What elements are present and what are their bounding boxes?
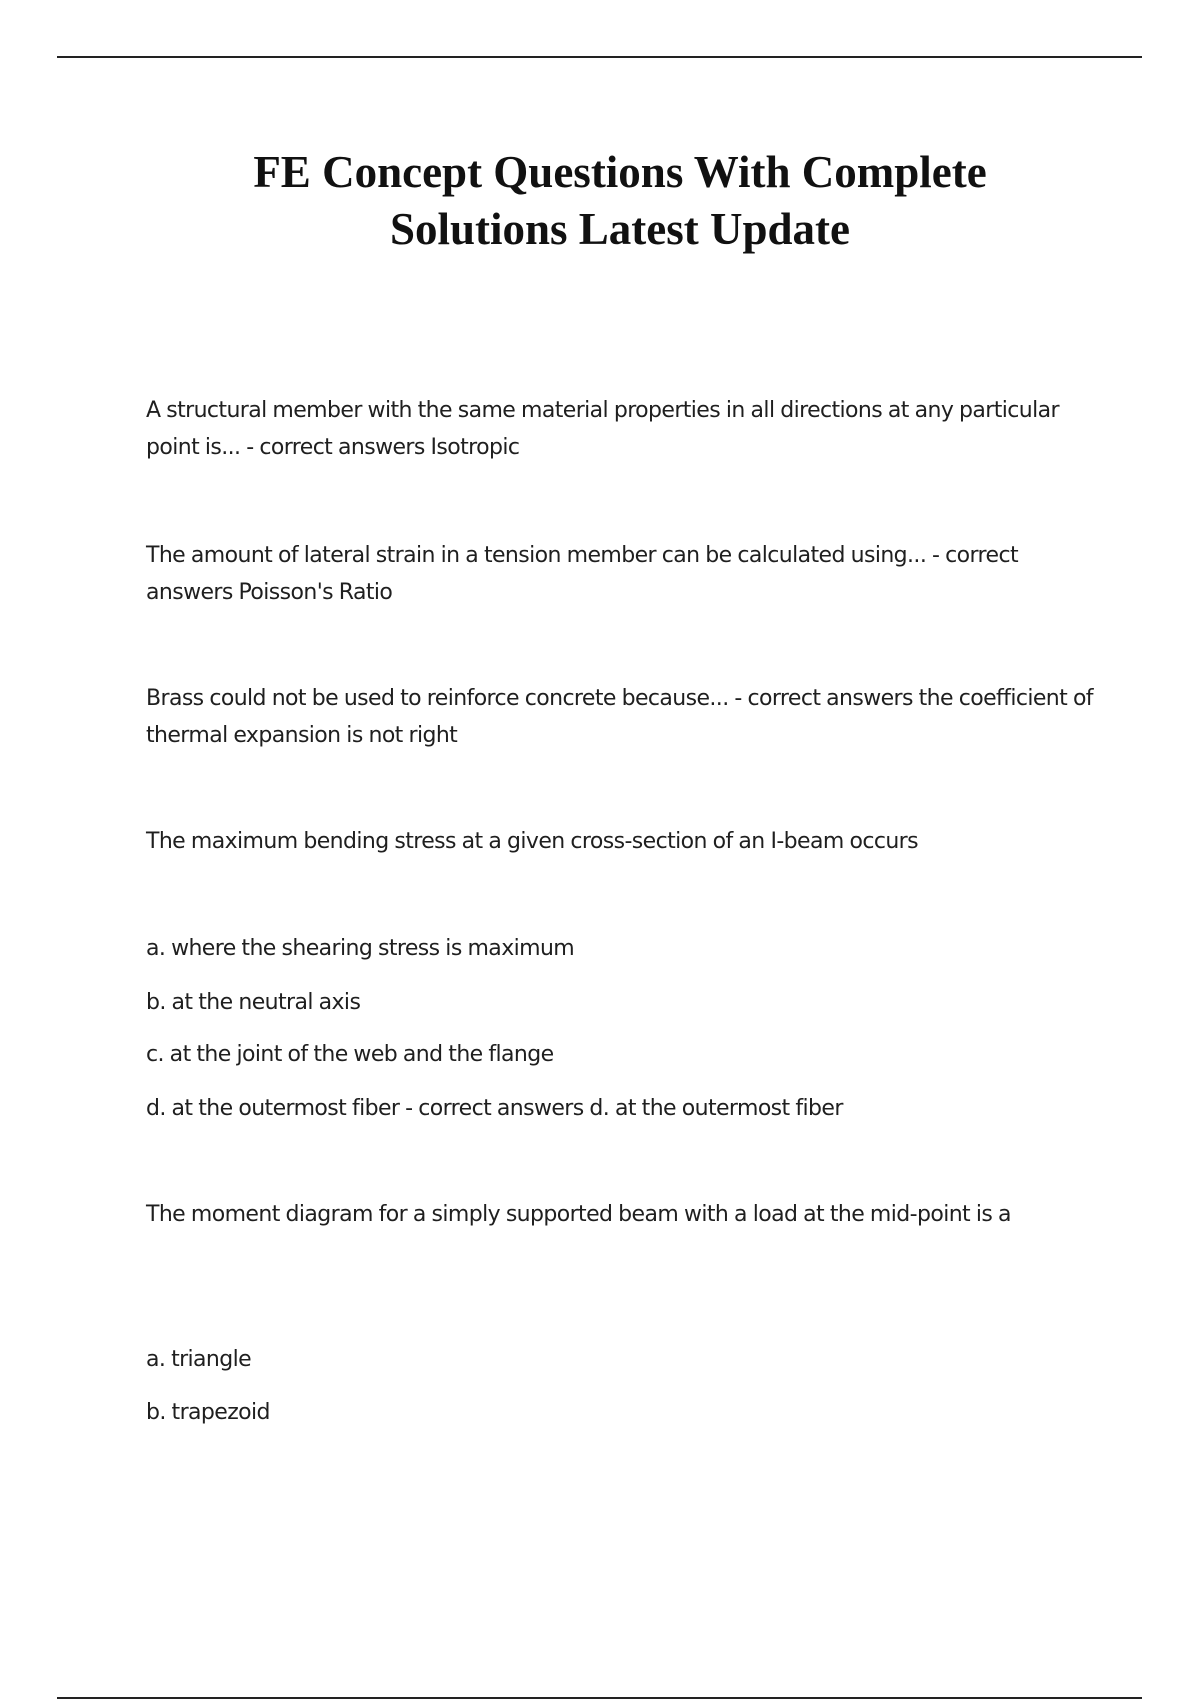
option-d-answer: d. at the outermost fiber - correct answers d. at the outermost fiber [146, 1096, 843, 1121]
question-isotropic: A structural member with the same material properties in all directions at any particular point is... - correct answers Isotropic [146, 398, 1059, 460]
option-b: b. at the neutral axis [146, 990, 361, 1015]
title-line-2: Solutions Latest Update [389, 204, 851, 254]
question-brass-concrete: Brass could not be used to reinforce concrete because... - correct answers the coefficient of thermal expansion is not right [146, 686, 1093, 748]
question-poissons-ratio: The amount of lateral strain in a tension member can be calculated using... - correct answers Poisson's Ratio [146, 543, 1018, 605]
document-title [0, 144, 1200, 258]
bottom-rule [57, 1697, 1142, 1699]
option-a: a. where the shearing stress is maximum [146, 936, 575, 961]
question-moment-diagram: The moment diagram for a simply supported beam with a load at the mid-point is a [146, 1202, 1011, 1227]
option-a-triangle: a. triangle [146, 1347, 252, 1372]
top-rule [57, 56, 1142, 58]
option-b-trapezoid: b. trapezoid [146, 1400, 270, 1425]
title-line-1: FE Concept Questions With Complete [253, 147, 987, 197]
option-c: c. at the joint of the web and the flange [146, 1042, 554, 1067]
question-bending-stress: The maximum bending stress at a given cross-section of an I-beam occurs [146, 829, 918, 854]
